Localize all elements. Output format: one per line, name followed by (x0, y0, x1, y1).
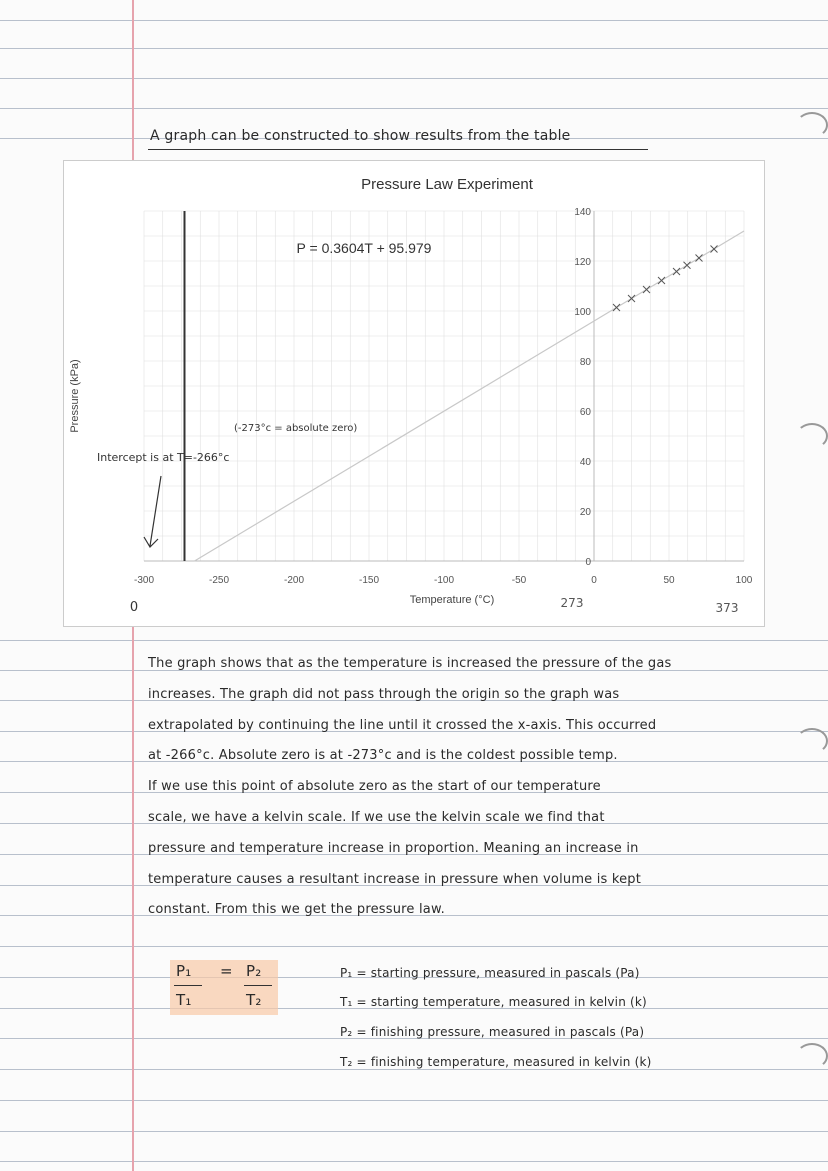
intercept-note: Intercept is at T=-266°c (97, 451, 230, 464)
formula-p1: P₁ (176, 962, 192, 980)
paragraph-line: constant. From this we get the pressure law. (148, 902, 445, 917)
y-axis-label: Pressure (kPa) (69, 359, 81, 433)
y-tick-label: 140 (574, 207, 591, 218)
y-tick-label: 40 (579, 457, 591, 468)
ruled-line (0, 78, 828, 79)
formula-p2: P₂ (246, 962, 262, 980)
x-tick-label: -150 (358, 575, 380, 586)
y-tick-label: 20 (579, 507, 591, 518)
paragraph-line: increases. The graph did not pass through the origin so the graph was (148, 687, 620, 702)
fraction-bar (244, 985, 272, 986)
data-point (613, 304, 620, 311)
x-tick-label: -300 (133, 575, 155, 586)
paragraph-line: extrapolated by continuing the line until it crossed the x-axis. This occurred (148, 718, 657, 733)
paragraph-line: at -266°c. Absolute zero is at -273°c and is the coldest possible temp. (148, 748, 618, 763)
x-tick-label: 50 (663, 575, 675, 586)
paragraph-line: pressure and temperature increase in proportion. Meaning an increase in (148, 841, 639, 856)
heading-underline (148, 149, 648, 150)
data-point (673, 268, 680, 275)
x-tick-label: -200 (283, 575, 305, 586)
ruled-line (0, 108, 828, 109)
ruled-line (0, 20, 828, 21)
kelvin-273-label: 273 (560, 596, 584, 610)
chart-title: Pressure Law Experiment (361, 176, 533, 193)
formula-equals: = (220, 962, 233, 980)
binder-ring (796, 423, 828, 449)
ruled-line (0, 946, 828, 947)
data-point (684, 262, 691, 269)
y-tick-label: 0 (585, 557, 591, 568)
x-tick-labels (134, 575, 753, 586)
x-tick-label: -250 (208, 575, 230, 586)
x-tick-label: 0 (591, 575, 597, 586)
heading: A graph can be constructed to show results from the table (150, 128, 571, 144)
ruled-line (0, 1100, 828, 1101)
chart-container (63, 160, 765, 627)
ruled-line (0, 1069, 828, 1070)
data-point (643, 286, 650, 293)
data-point (711, 246, 718, 253)
formula-t2: T₂ (246, 991, 262, 1009)
paragraph-line: temperature causes a resultant increase in pressure when volume is kept (148, 872, 642, 887)
x-tick-label: -100 (433, 575, 455, 586)
y-tick-label: 100 (574, 307, 591, 318)
data-point (696, 255, 703, 262)
x-tick-label: 100 (735, 575, 753, 586)
x-axis-label: Temperature (°C) (409, 594, 495, 606)
definition-t2: T₂ = finishing temperature, measured in kelvin (k) (340, 1055, 652, 1069)
data-point (658, 277, 665, 284)
fraction-bar (174, 985, 202, 986)
paragraph-line: If we use this point of absolute zero as the start of our temperature (148, 779, 601, 794)
pressure-law-chart (64, 161, 764, 626)
y-tick-labels (574, 207, 591, 568)
ruled-line (0, 1131, 828, 1132)
trendline-equation: P = 0.3604T + 95.979 (296, 240, 432, 256)
y-tick-label: 120 (574, 257, 591, 268)
ruled-line (0, 640, 828, 641)
binder-ring (796, 112, 828, 138)
definition-t1: T₁ = starting temperature, measured in kelvin (k) (340, 995, 647, 1009)
kelvin-373-label: 373 (715, 601, 739, 615)
chart-grid (144, 211, 744, 561)
binder-ring (796, 728, 828, 754)
formula-t1: T₁ (176, 991, 192, 1009)
definition-p2: P₂ = finishing pressure, measured in pascals (Pa) (340, 1025, 645, 1039)
y-tick-label: 60 (579, 407, 591, 418)
x-tick-label: -50 (511, 575, 527, 586)
binder-ring (796, 1043, 828, 1069)
y-tick-label: 80 (579, 357, 591, 368)
ruled-line (0, 1161, 828, 1162)
definition-p1: P₁ = starting pressure, measured in pascals (Pa) (340, 966, 640, 980)
intercept-arrow (144, 476, 161, 547)
paragraph-line: The graph shows that as the temperature is increased the pressure of the gas (148, 656, 672, 671)
paragraph-line: scale, we have a kelvin scale. If we use the kelvin scale we find that (148, 810, 605, 825)
ruled-line (0, 48, 828, 49)
kelvin-zero-label: 0 (129, 600, 139, 615)
absolute-zero-note: (-273°c = absolute zero) (234, 423, 358, 434)
